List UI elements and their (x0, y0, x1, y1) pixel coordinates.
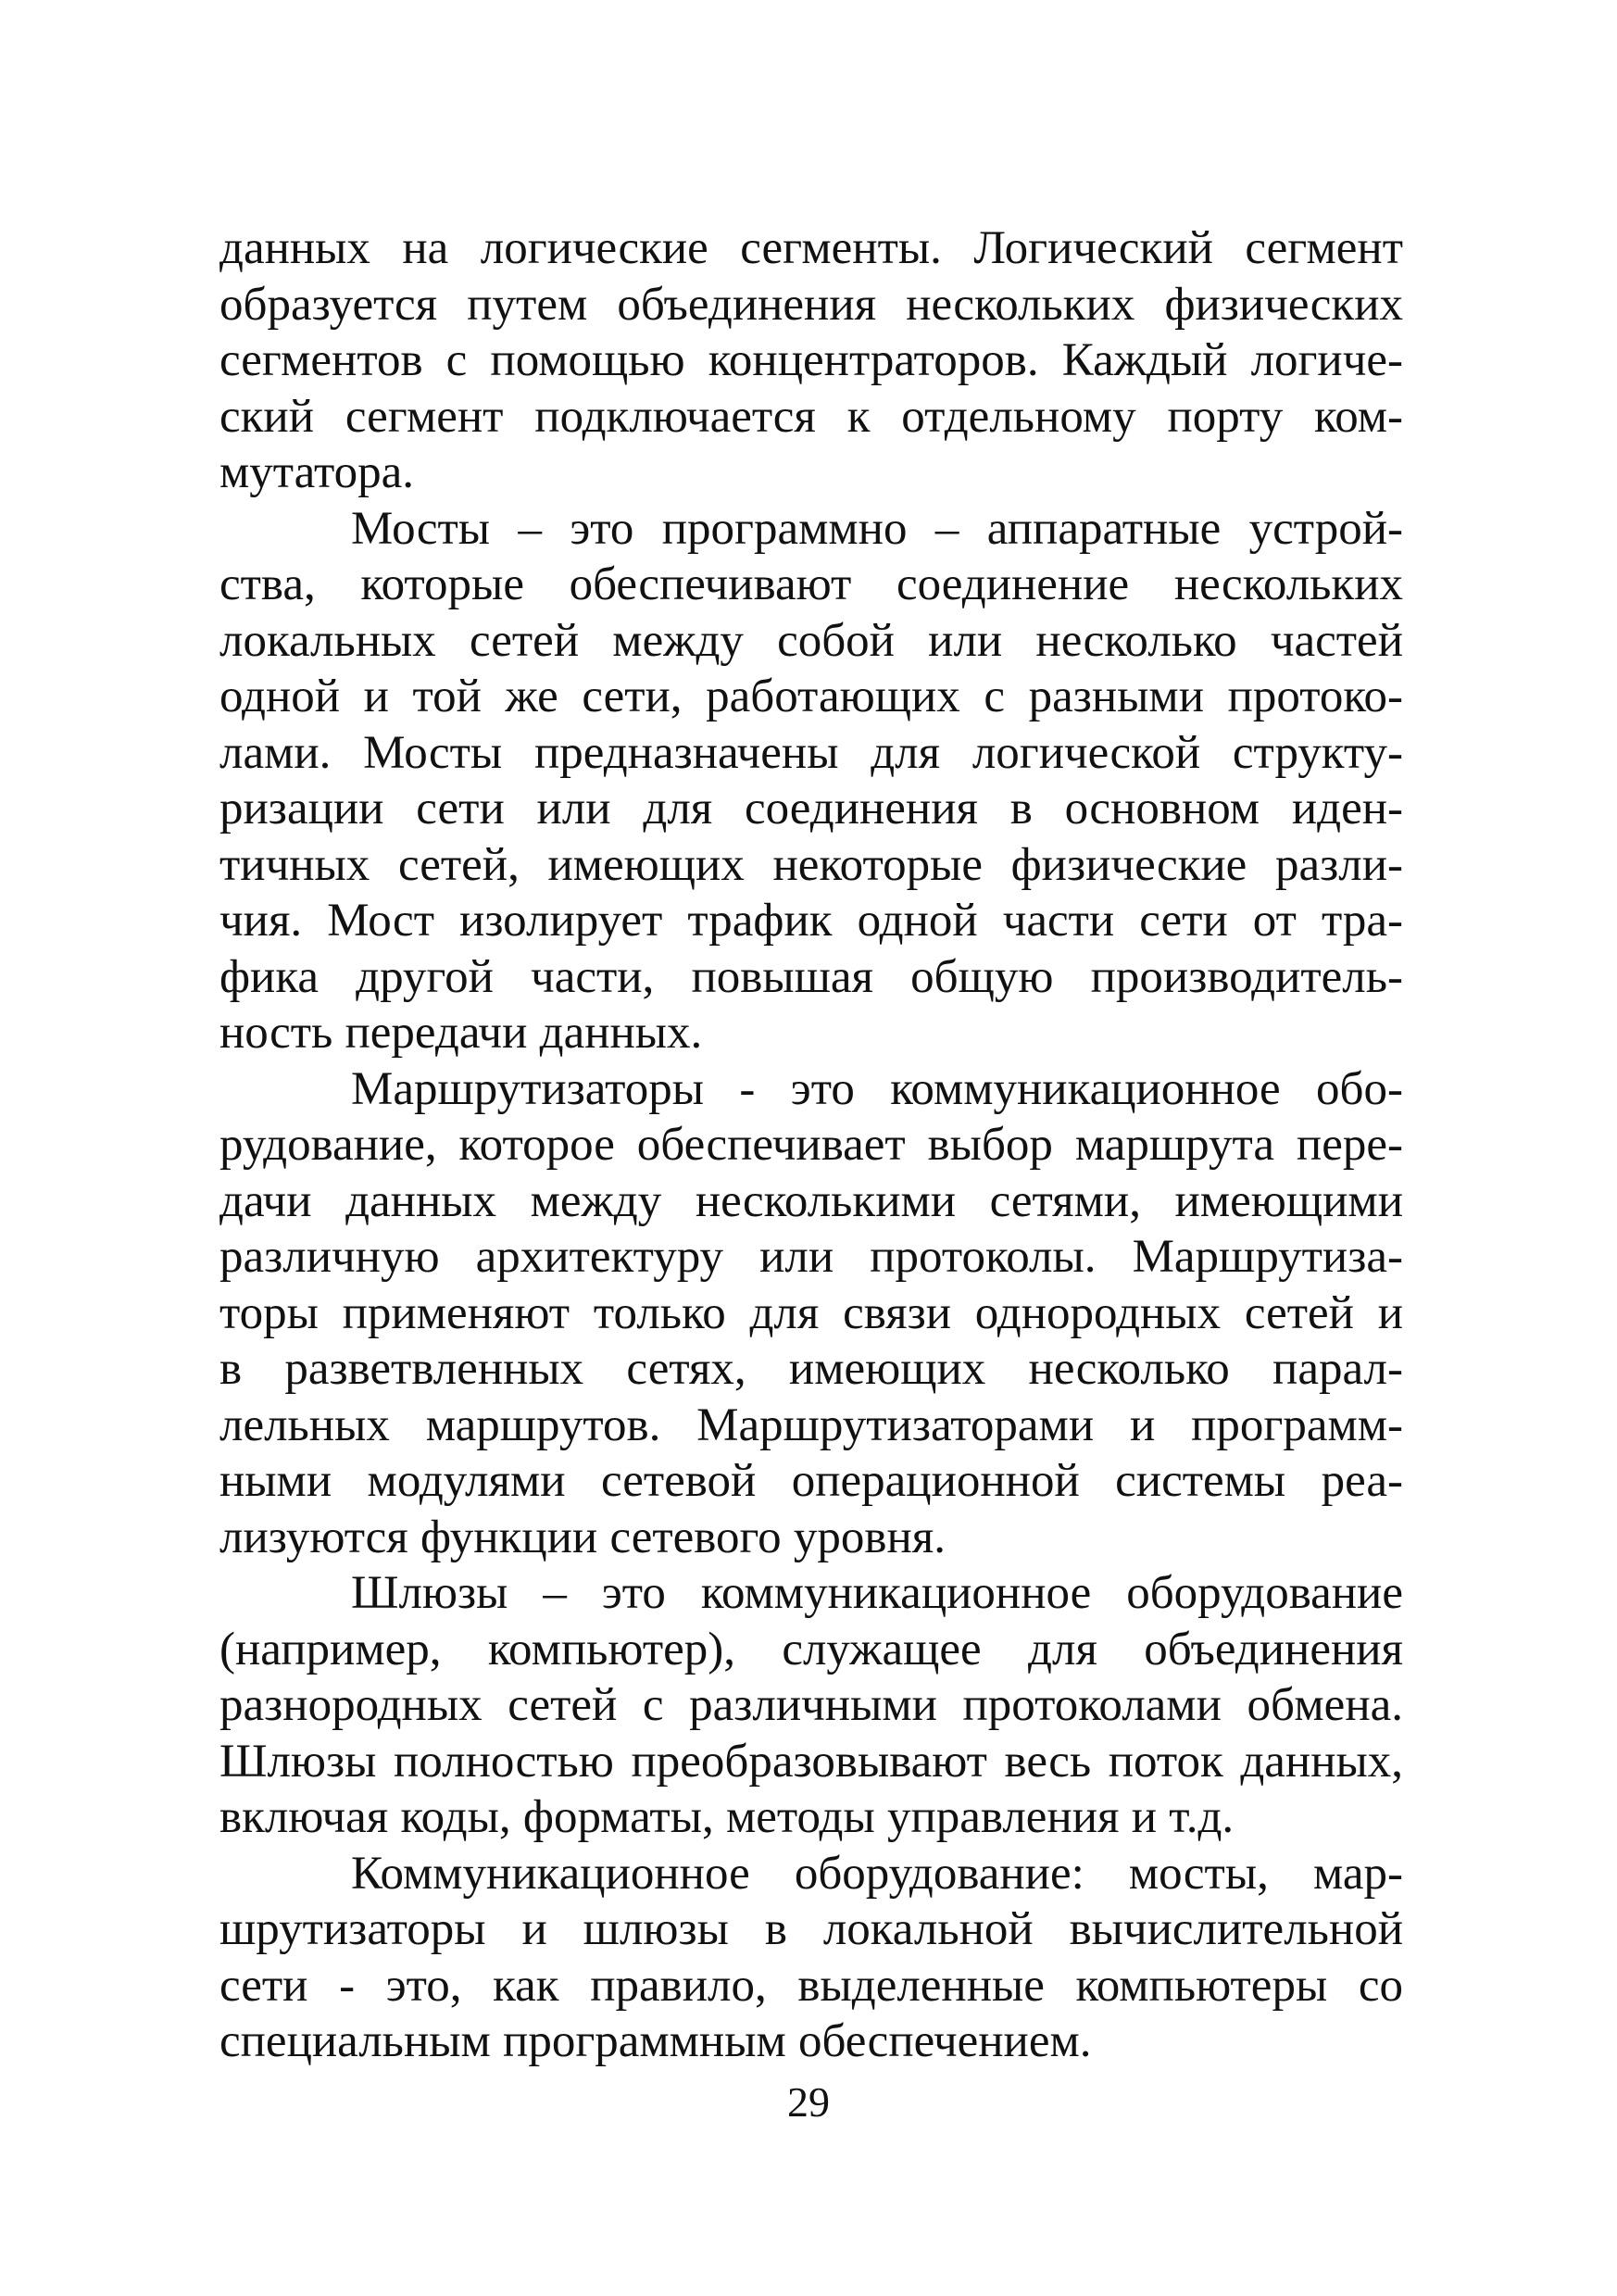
text-line: ризации сети или для соединения в основном иден- (219, 783, 1403, 834)
text-line: одной и той же сети, работающих с разными протоко- (219, 671, 1403, 722)
text-line: различную архитектуру или протоколы. Маршрутиза- (219, 1231, 1403, 1283)
text-line: специальным программным обеспечением. (219, 2015, 1092, 2067)
text-line: ными модулями сетевой операционной системы реа- (219, 1455, 1403, 1507)
page-number: 29 (787, 2078, 830, 2126)
text-line: Шлюзы – это коммуникационное оборудование (351, 1567, 1403, 1619)
text-line: рудование, которое обеспечивает выбор маршрута пере- (219, 1119, 1403, 1171)
text-line: локальных сетей между собой или несколько частей (219, 614, 1403, 667)
text-line: фика другой части, повышая общую производитель- (219, 950, 1403, 1003)
text-line: шрутизаторы и шлюзы в локальной вычислительной (219, 1903, 1403, 1955)
text-line: лельных маршрутов. Маршрутизаторами и программ- (219, 1399, 1403, 1451)
text-line: дачи данных между несколькими сетями, имеющими (219, 1174, 1403, 1227)
text-line: данных на логические сегменты. Логический сегмент (219, 222, 1403, 274)
text-line: мутатора. (219, 446, 415, 498)
text-line: разнородных сетей с различными протоколами обмена. (219, 1679, 1403, 1731)
text-line: Шлюзы полностью преобразовывают весь поток данных, (219, 1735, 1403, 1788)
text-line: сети - это, как правило, выделенные компьютеры со (219, 1959, 1403, 2012)
text-line: ства, которые обеспечивают соединение нескольких (219, 558, 1403, 610)
text-line: тичных сетей, имеющих некоторые физические разли- (219, 838, 1403, 891)
body-text (219, 220, 1403, 2070)
text-line: Мосты – это программно – аппаратные устрой- (351, 502, 1403, 555)
text-line: Коммуникационное оборудование: мосты, мар- (351, 1847, 1403, 1900)
text-line: образуется путем объединения нескольких физических (219, 278, 1403, 331)
text-line: ский сегмент подключается к отдельному порту ком- (219, 390, 1403, 443)
text-line: лами. Мосты предназначены для логической структу- (219, 726, 1403, 779)
text-line: Маршрутизаторы - это коммуникационное обо- (351, 1062, 1403, 1115)
text-line: торы применяют только для связи однородных сетей и (219, 1286, 1403, 1339)
text-line: ность передачи данных. (219, 1007, 703, 1059)
text-line: лизуются функции сетевого уровня. (219, 1511, 946, 1563)
text-line: включая коды, форматы, методы управления и т.д. (219, 1791, 1235, 1843)
text-line: сегментов с помощью концентраторов. Каждый логиче- (219, 334, 1403, 386)
text-line: в разветвленных сетях, имеющих несколько парал- (219, 1343, 1403, 1395)
text-line: чия. Мост изолирует трафик одной части сети от тра- (219, 895, 1403, 947)
text-line: (например, компьютер), служащее для объединения (219, 1623, 1403, 1675)
